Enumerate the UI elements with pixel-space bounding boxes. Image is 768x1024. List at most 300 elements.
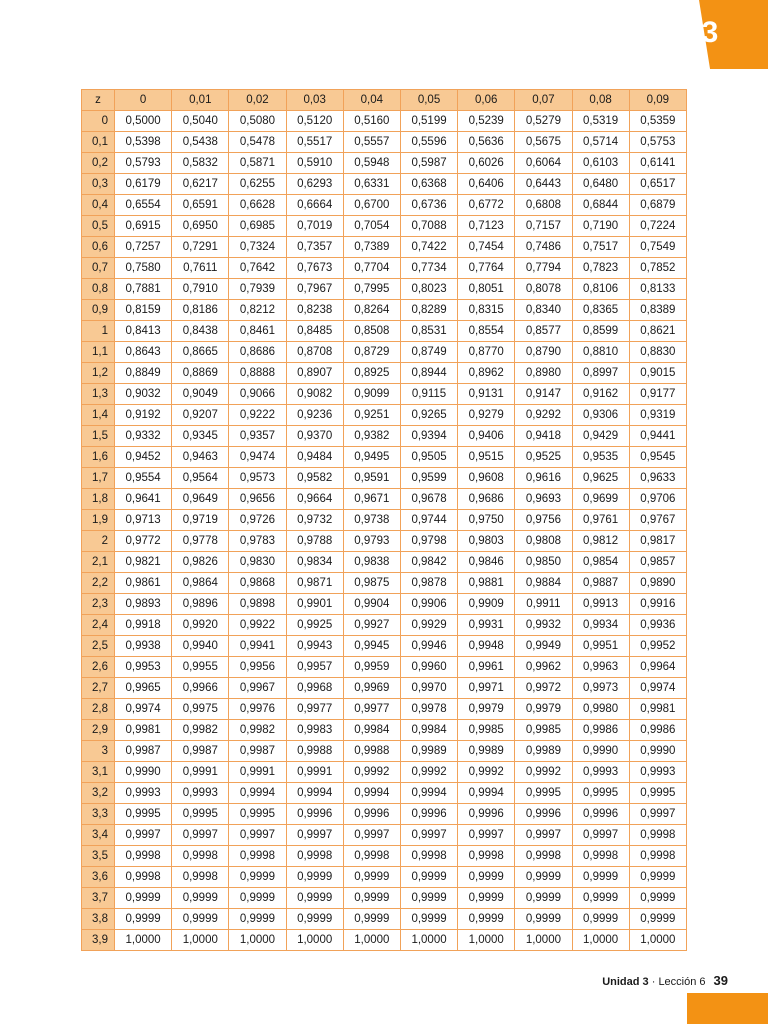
table-cell: 0,6026 xyxy=(458,153,515,174)
table-cell: 0,9474 xyxy=(229,447,286,468)
table-cell: 0,7580 xyxy=(115,258,172,279)
table-cell: 0,9505 xyxy=(400,447,457,468)
table-cell: 1,0000 xyxy=(515,930,572,951)
row-header-z: 2,1 xyxy=(82,552,115,573)
table-cell: 0,9656 xyxy=(229,489,286,510)
table-cell: 0,9977 xyxy=(343,699,400,720)
table-cell: 0,9999 xyxy=(515,909,572,930)
table-cell: 0,9463 xyxy=(172,447,229,468)
table-cell: 0,9996 xyxy=(572,804,629,825)
table-cell: 0,9988 xyxy=(343,741,400,762)
table-cell: 0,9525 xyxy=(515,447,572,468)
table-cell: 0,6406 xyxy=(458,174,515,195)
table-cell: 0,9989 xyxy=(515,741,572,762)
table-cell: 0,7764 xyxy=(458,258,515,279)
table-cell: 0,7389 xyxy=(343,237,400,258)
table-cell: 0,7939 xyxy=(229,279,286,300)
column-header: 0,08 xyxy=(572,90,629,111)
table-cell: 0,9788 xyxy=(286,531,343,552)
table-cell: 0,9699 xyxy=(572,489,629,510)
table-cell: 0,9955 xyxy=(172,657,229,678)
table-cell: 0,9131 xyxy=(458,384,515,405)
table-cell: 0,9986 xyxy=(572,720,629,741)
table-row xyxy=(82,174,687,195)
table-cell: 0,9857 xyxy=(629,552,686,573)
table-cell: 0,9999 xyxy=(343,867,400,888)
table-cell: 0,6554 xyxy=(115,195,172,216)
table-cell: 0,9976 xyxy=(229,699,286,720)
table-cell: 0,9999 xyxy=(172,909,229,930)
table-cell: 0,9973 xyxy=(572,678,629,699)
table-cell: 0,9982 xyxy=(229,720,286,741)
table-cell: 0,9706 xyxy=(629,489,686,510)
row-header-z: 2,5 xyxy=(82,636,115,657)
table-cell: 0,9981 xyxy=(115,720,172,741)
table-cell: 0,9999 xyxy=(115,888,172,909)
table-cell: 0,9887 xyxy=(572,573,629,594)
table-cell: 0,9641 xyxy=(115,489,172,510)
table-cell: 0,9931 xyxy=(458,615,515,636)
table-row xyxy=(82,384,687,405)
table-cell: 0,9251 xyxy=(343,405,400,426)
table-cell: 0,8643 xyxy=(115,342,172,363)
table-cell: 0,7422 xyxy=(400,237,457,258)
table-cell: 0,8888 xyxy=(229,363,286,384)
table-cell: 0,9306 xyxy=(572,405,629,426)
table-cell: 0,9616 xyxy=(515,468,572,489)
row-header-z: 0,2 xyxy=(82,153,115,174)
table-cell: 0,9452 xyxy=(115,447,172,468)
row-header-z: 1,4 xyxy=(82,405,115,426)
table-cell: 0,9884 xyxy=(515,573,572,594)
table-row xyxy=(82,699,687,720)
table-cell: 0,9370 xyxy=(286,426,343,447)
table-cell: 0,9951 xyxy=(572,636,629,657)
table-cell: 0,6255 xyxy=(229,174,286,195)
table-cell: 0,9978 xyxy=(400,699,457,720)
table-cell: 0,8159 xyxy=(115,300,172,321)
row-header-z: 1,8 xyxy=(82,489,115,510)
table-cell: 0,6141 xyxy=(629,153,686,174)
column-header: 0,01 xyxy=(172,90,229,111)
table-cell: 0,9812 xyxy=(572,531,629,552)
table-cell: 0,9987 xyxy=(229,741,286,762)
table-cell: 0,9997 xyxy=(229,825,286,846)
table-cell: 0,9265 xyxy=(400,405,457,426)
row-header-z: 2,2 xyxy=(82,573,115,594)
normal-distribution-table xyxy=(81,89,687,951)
table-cell: 0,6772 xyxy=(458,195,515,216)
table-cell: 0,9394 xyxy=(400,426,457,447)
table-cell: 0,5438 xyxy=(172,132,229,153)
table-cell: 0,5120 xyxy=(286,111,343,132)
table-row xyxy=(82,237,687,258)
bottom-tab xyxy=(687,993,768,1024)
table-cell: 0,9207 xyxy=(172,405,229,426)
row-header-z: 3,4 xyxy=(82,825,115,846)
table-cell: 0,5675 xyxy=(515,132,572,153)
table-cell: 0,9962 xyxy=(515,657,572,678)
table-cell: 0,9999 xyxy=(115,909,172,930)
table-cell: 0,9686 xyxy=(458,489,515,510)
table-cell: 0,9999 xyxy=(343,909,400,930)
column-header: 0 xyxy=(115,90,172,111)
table-cell: 0,9834 xyxy=(286,552,343,573)
table-cell: 0,9608 xyxy=(458,468,515,489)
table-cell: 0,5517 xyxy=(286,132,343,153)
table-row xyxy=(82,552,687,573)
table-cell: 1,0000 xyxy=(343,930,400,951)
table-cell: 0,9998 xyxy=(400,846,457,867)
table-cell: 0,9972 xyxy=(515,678,572,699)
table-cell: 0,8770 xyxy=(458,342,515,363)
table-row xyxy=(82,804,687,825)
table-cell: 0,7642 xyxy=(229,258,286,279)
table-cell: 0,9984 xyxy=(343,720,400,741)
table-cell: 0,9945 xyxy=(343,636,400,657)
table-row xyxy=(82,300,687,321)
table-cell: 0,6950 xyxy=(172,216,229,237)
table-cell: 0,9953 xyxy=(115,657,172,678)
table-row xyxy=(82,468,687,489)
row-header-z: 0,9 xyxy=(82,300,115,321)
table-cell: 0,9941 xyxy=(229,636,286,657)
table-row xyxy=(82,846,687,867)
table-cell: 1,0000 xyxy=(400,930,457,951)
table-cell: 0,9032 xyxy=(115,384,172,405)
table-cell: 0,5000 xyxy=(115,111,172,132)
table-cell: 0,9761 xyxy=(572,510,629,531)
table-cell: 0,9535 xyxy=(572,447,629,468)
table-cell: 0,6985 xyxy=(229,216,286,237)
table-cell: 0,8749 xyxy=(400,342,457,363)
table-cell: 0,9963 xyxy=(572,657,629,678)
table-cell: 0,9999 xyxy=(229,909,286,930)
table-cell: 0,9997 xyxy=(458,825,515,846)
table-cell: 0,6179 xyxy=(115,174,172,195)
corner-label: z xyxy=(82,90,115,111)
table-cell: 0,5871 xyxy=(229,153,286,174)
table-cell: 0,9969 xyxy=(343,678,400,699)
table-cell: 0,8980 xyxy=(515,363,572,384)
table-cell: 0,7454 xyxy=(458,237,515,258)
table-cell: 0,6103 xyxy=(572,153,629,174)
table-cell: 0,9599 xyxy=(400,468,457,489)
table-cell: 0,9999 xyxy=(343,888,400,909)
table-cell: 1,0000 xyxy=(458,930,515,951)
table-cell: 0,8849 xyxy=(115,363,172,384)
table-cell: 0,9992 xyxy=(515,762,572,783)
table-cell: 0,9925 xyxy=(286,615,343,636)
table-cell: 0,9693 xyxy=(515,489,572,510)
table-row xyxy=(82,888,687,909)
table-cell: 0,9970 xyxy=(400,678,457,699)
table-row xyxy=(82,426,687,447)
table-row xyxy=(82,321,687,342)
table-row xyxy=(82,909,687,930)
row-header-z: 0,3 xyxy=(82,174,115,195)
table-cell: 0,8461 xyxy=(229,321,286,342)
table-cell: 0,9998 xyxy=(115,846,172,867)
table-cell: 0,9821 xyxy=(115,552,172,573)
row-header-z: 1,6 xyxy=(82,447,115,468)
row-header-z: 1,3 xyxy=(82,384,115,405)
table-cell: 0,9999 xyxy=(286,888,343,909)
table-cell: 0,6517 xyxy=(629,174,686,195)
table-cell: 1,0000 xyxy=(572,930,629,951)
table-cell: 0,9991 xyxy=(172,762,229,783)
table-cell: 0,9382 xyxy=(343,426,400,447)
row-header-z: 2,3 xyxy=(82,594,115,615)
table-cell: 0,7995 xyxy=(343,279,400,300)
table-cell: 0,9992 xyxy=(400,762,457,783)
table-cell: 0,9719 xyxy=(172,510,229,531)
table-row xyxy=(82,111,687,132)
table-cell: 0,9732 xyxy=(286,510,343,531)
table-cell: 0,8365 xyxy=(572,300,629,321)
table-cell: 0,9980 xyxy=(572,699,629,720)
table-cell: 0,9952 xyxy=(629,636,686,657)
table-cell: 0,9994 xyxy=(400,783,457,804)
table-row xyxy=(82,258,687,279)
table-cell: 0,7054 xyxy=(343,216,400,237)
table-cell: 0,9995 xyxy=(572,783,629,804)
table-cell: 0,9949 xyxy=(515,636,572,657)
table-cell: 0,5239 xyxy=(458,111,515,132)
table-cell: 0,7549 xyxy=(629,237,686,258)
table-row xyxy=(82,405,687,426)
table-cell: 0,9909 xyxy=(458,594,515,615)
table-cell: 0,9772 xyxy=(115,531,172,552)
row-header-z: 2 xyxy=(82,531,115,552)
table-cell: 0,9998 xyxy=(115,867,172,888)
table-cell: 0,9767 xyxy=(629,510,686,531)
table-cell: 0,9279 xyxy=(458,405,515,426)
table-row xyxy=(82,510,687,531)
table-row xyxy=(82,489,687,510)
table-cell: 0,7673 xyxy=(286,258,343,279)
table-cell: 0,9633 xyxy=(629,468,686,489)
table-cell: 0,9993 xyxy=(172,783,229,804)
table-cell: 0,8962 xyxy=(458,363,515,384)
table-cell: 0,9292 xyxy=(515,405,572,426)
table-cell: 0,9999 xyxy=(172,888,229,909)
row-header-z: 0,6 xyxy=(82,237,115,258)
table-row xyxy=(82,363,687,384)
table-cell: 0,9965 xyxy=(115,678,172,699)
table-cell: 0,9115 xyxy=(400,384,457,405)
table-cell: 0,7852 xyxy=(629,258,686,279)
table-cell: 0,8665 xyxy=(172,342,229,363)
table-cell: 0,9998 xyxy=(172,867,229,888)
table-cell: 0,9997 xyxy=(515,825,572,846)
table-cell: 0,9738 xyxy=(343,510,400,531)
table-row xyxy=(82,195,687,216)
table-cell: 0,8810 xyxy=(572,342,629,363)
table-cell: 0,8023 xyxy=(400,279,457,300)
table-cell: 0,9808 xyxy=(515,531,572,552)
table-cell: 0,9082 xyxy=(286,384,343,405)
table-cell: 0,9997 xyxy=(115,825,172,846)
row-header-z: 1,7 xyxy=(82,468,115,489)
table-cell: 0,9906 xyxy=(400,594,457,615)
table-cell: 0,9943 xyxy=(286,636,343,657)
table-cell: 0,9726 xyxy=(229,510,286,531)
table-cell: 0,5279 xyxy=(515,111,572,132)
table-cell: 0,6331 xyxy=(343,174,400,195)
row-header-z: 1,5 xyxy=(82,426,115,447)
table-cell: 0,6064 xyxy=(515,153,572,174)
table-cell: 0,9999 xyxy=(400,867,457,888)
table-cell: 0,9998 xyxy=(629,825,686,846)
column-header: 0,06 xyxy=(458,90,515,111)
table-cell: 0,8315 xyxy=(458,300,515,321)
row-header-z: 0,8 xyxy=(82,279,115,300)
table-cell: 0,9830 xyxy=(229,552,286,573)
table-cell: 0,9406 xyxy=(458,426,515,447)
table-cell: 0,7611 xyxy=(172,258,229,279)
table-cell: 0,7157 xyxy=(515,216,572,237)
table-cell: 0,9854 xyxy=(572,552,629,573)
table-cell: 0,8238 xyxy=(286,300,343,321)
page-footer xyxy=(602,973,728,988)
table-cell: 0,9981 xyxy=(629,699,686,720)
row-header-z: 3,5 xyxy=(82,846,115,867)
table-cell: 0,5714 xyxy=(572,132,629,153)
table-cell: 0,9649 xyxy=(172,489,229,510)
table-cell: 0,9147 xyxy=(515,384,572,405)
table-cell: 0,9983 xyxy=(286,720,343,741)
row-header-z: 1,9 xyxy=(82,510,115,531)
table-cell: 0,9898 xyxy=(229,594,286,615)
table-cell: 0,7357 xyxy=(286,237,343,258)
table-row xyxy=(82,447,687,468)
table-cell: 0,9901 xyxy=(286,594,343,615)
table-cell: 0,9999 xyxy=(629,867,686,888)
table-cell: 0,9920 xyxy=(172,615,229,636)
table-cell: 0,9049 xyxy=(172,384,229,405)
table-row xyxy=(82,720,687,741)
table-row xyxy=(82,657,687,678)
table-cell: 0,5199 xyxy=(400,111,457,132)
table-cell: 0,5359 xyxy=(629,111,686,132)
table-cell: 0,9990 xyxy=(572,741,629,762)
table-cell: 0,8413 xyxy=(115,321,172,342)
table-cell: 0,7517 xyxy=(572,237,629,258)
table-cell: 0,7734 xyxy=(400,258,457,279)
table-cell: 0,6293 xyxy=(286,174,343,195)
table-cell: 0,9993 xyxy=(629,762,686,783)
table-cell: 0,8577 xyxy=(515,321,572,342)
table-cell: 0,9989 xyxy=(400,741,457,762)
table-cell: 0,7823 xyxy=(572,258,629,279)
table-cell: 0,9992 xyxy=(343,762,400,783)
table-cell: 0,9974 xyxy=(629,678,686,699)
table-cell: 0,9999 xyxy=(458,909,515,930)
table-cell: 0,9868 xyxy=(229,573,286,594)
table-cell: 0,9838 xyxy=(343,552,400,573)
table-row xyxy=(82,783,687,804)
table-cell: 0,8686 xyxy=(229,342,286,363)
table-row xyxy=(82,867,687,888)
table-cell: 0,7019 xyxy=(286,216,343,237)
table-cell: 0,6217 xyxy=(172,174,229,195)
table-cell: 0,9999 xyxy=(286,909,343,930)
footer-unit: Unidad 3 xyxy=(602,976,649,988)
table-cell: 0,9554 xyxy=(115,468,172,489)
table-cell: 0,9998 xyxy=(572,846,629,867)
table-cell: 0,9998 xyxy=(286,846,343,867)
table-cell: 0,9974 xyxy=(115,699,172,720)
table-row xyxy=(82,678,687,699)
table-cell: 0,9995 xyxy=(172,804,229,825)
table-cell: 0,9999 xyxy=(458,888,515,909)
table-cell: 0,9996 xyxy=(286,804,343,825)
table-cell: 0,9938 xyxy=(115,636,172,657)
table-cell: 0,9989 xyxy=(458,741,515,762)
table-cell: 0,5948 xyxy=(343,153,400,174)
table-cell: 0,9750 xyxy=(458,510,515,531)
table-cell: 0,9192 xyxy=(115,405,172,426)
table-cell: 0,8554 xyxy=(458,321,515,342)
table-cell: 0,7324 xyxy=(229,237,286,258)
table-row xyxy=(82,132,687,153)
table-cell: 0,9996 xyxy=(400,804,457,825)
table-cell: 0,9999 xyxy=(572,888,629,909)
table-cell: 0,9998 xyxy=(458,846,515,867)
footer-lesson: Lección 6 xyxy=(658,976,706,988)
table-cell: 0,7190 xyxy=(572,216,629,237)
table-cell: 0,9961 xyxy=(458,657,515,678)
table-row xyxy=(82,741,687,762)
table-cell: 0,9904 xyxy=(343,594,400,615)
table-cell: 0,9881 xyxy=(458,573,515,594)
table-cell: 0,9990 xyxy=(115,762,172,783)
table-cell: 0,9994 xyxy=(229,783,286,804)
table-cell: 0,9996 xyxy=(343,804,400,825)
table-cell: 0,9345 xyxy=(172,426,229,447)
row-header-z: 3,2 xyxy=(82,783,115,804)
table-cell: 0,9162 xyxy=(572,384,629,405)
table-cell: 0,9066 xyxy=(229,384,286,405)
table-cell: 0,9987 xyxy=(172,741,229,762)
row-header-z: 1,1 xyxy=(82,342,115,363)
table-cell: 0,9817 xyxy=(629,531,686,552)
table-cell: 0,8621 xyxy=(629,321,686,342)
table-cell: 0,9979 xyxy=(458,699,515,720)
table-cell: 0,9990 xyxy=(629,741,686,762)
table-row xyxy=(82,573,687,594)
table-cell: 0,8078 xyxy=(515,279,572,300)
table-cell: 0,9842 xyxy=(400,552,457,573)
table-cell: 0,9591 xyxy=(343,468,400,489)
table-cell: 0,5319 xyxy=(572,111,629,132)
table-cell: 0,9997 xyxy=(343,825,400,846)
table-cell: 0,9986 xyxy=(629,720,686,741)
table-cell: 0,8133 xyxy=(629,279,686,300)
table-cell: 0,8508 xyxy=(343,321,400,342)
table-cell: 0,9998 xyxy=(515,846,572,867)
table-cell: 0,9932 xyxy=(515,615,572,636)
table-cell: 0,9922 xyxy=(229,615,286,636)
table-cell: 0,8790 xyxy=(515,342,572,363)
table-cell: 1,0000 xyxy=(629,930,686,951)
table-cell: 0,9793 xyxy=(343,531,400,552)
table-cell: 0,5040 xyxy=(172,111,229,132)
column-header: 0,09 xyxy=(629,90,686,111)
table-row xyxy=(82,825,687,846)
table-cell: 0,9357 xyxy=(229,426,286,447)
